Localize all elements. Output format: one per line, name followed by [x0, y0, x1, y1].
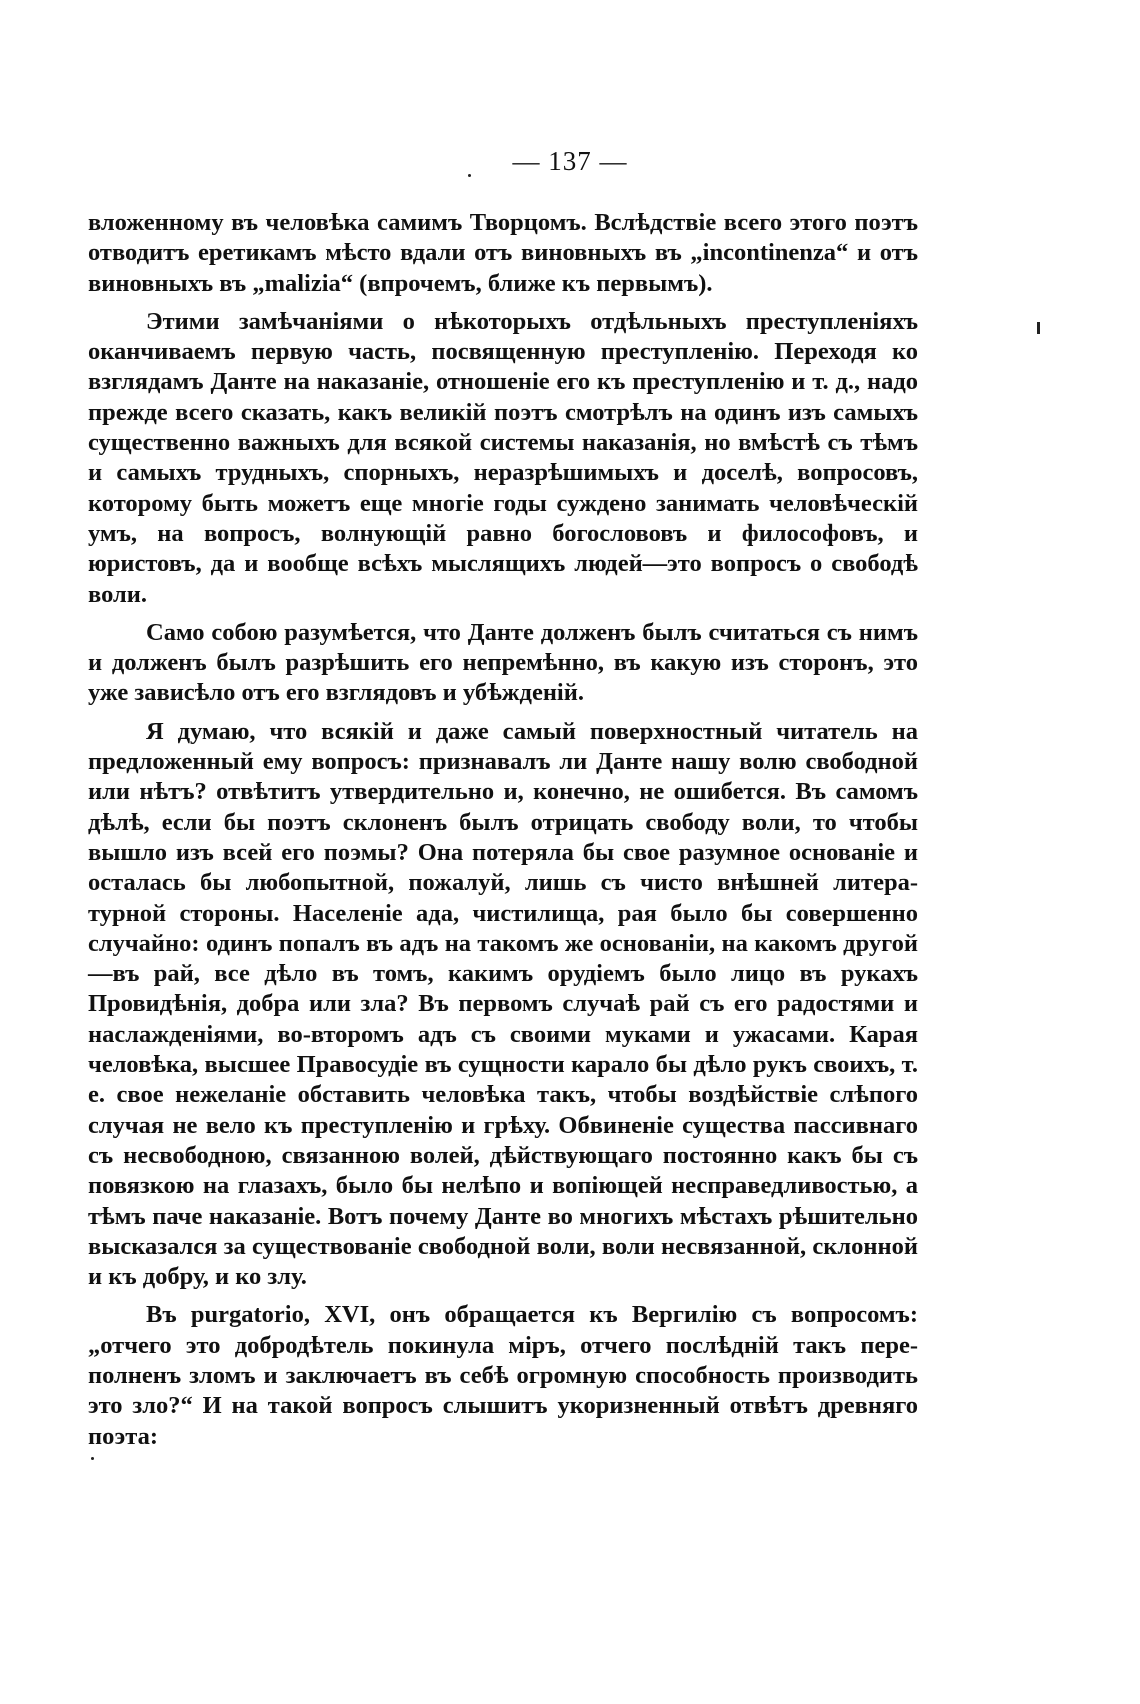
- body-text: [88, 208, 918, 1452]
- margin-mark: [1037, 322, 1040, 334]
- paragraph-dante-resolution: Само собою разумѣется, что Данте долженъ былъ считаться съ нимъ и долженъ былъ разрѣшить его непремѣнно, въ какую изъ сторонъ, это уже зависѣло отъ его взглядовъ и убѣжденій.: [88, 618, 918, 707]
- paragraph-reader-answer: Я думаю, что всякій и даже самый поверхностный читатель на предложенный ему вопросъ: признавалъ ли Данте нашу волю свободной или нѣтъ? отвѣтитъ утвердительно и, конечно, не ошибется. Въ самомъ дѣлѣ, если бы поэтъ склоненъ былъ отрицать свободу воли, то чтобы вышло изъ всей его поэмы? Она потеряла бы свое разумное основаніе и осталась бы любопытной, пожалуй, лишь съ чисто внѣшней литературной стороны. Населеніе ада, чистилища, рая было бы совершенно случайно: одинъ попалъ въ адъ на такомъ же основаніи, на какомъ другой—въ рай, все дѣло въ томъ, какимъ орудіемъ было лицо въ рукахъ Провидѣнія, добра или зла? Въ первомъ случаѣ рай съ его радостями и наслажденіями, во-второмъ адъ съ своими муками и ужасами. Карая человѣка, высшее Правосудіе въ сущности карало бы дѣло рукъ своихъ, т. е. свое нежеланіе обставить человѣка такъ, чтобы воздѣйствіе слѣпого случая не вело къ преступленію и грѣху. Обвиненіе существа пассивнаго съ несвободною, связанною волей, дѣйствующаго постоянно какъ бы съ повязкою на глазахъ, было бы нелѣпо и вопіющей несправедливостью, а тѣмъ паче наказаніе. Вотъ почему Данте во многихъ мѣстахъ рѣшительно высказался за существованіе свободной воли, воли несвязанной, склонной и къ добру, и ко злу.: [88, 717, 918, 1291]
- print-speck: [468, 174, 471, 177]
- paragraph-purgatorio: Въ purgatorio, XVI, онъ обращается къ Вергилію съ вопросомъ: „отчего это добродѣтель покинула міръ, отчего послѣдній такъ переполненъ зломъ и заключаетъ въ себѣ огромную способность производить это зло?“ И на такой вопросъ слышитъ укоризненный отвѣтъ древняго поэта:: [88, 1301, 918, 1450]
- paragraph-continuation: вложенному въ человѣка самимъ Творцомъ. Вслѣдствіе всего этого поэтъ отводитъ еретикамъ мѣсто вдали отъ виновныхъ въ „incontinenza“ и отъ виновныхъ въ „malizia“ (впрочемъ, ближе къ первымъ).: [88, 209, 918, 297]
- paragraph-free-will-intro: Этими замѣчаніями о нѣкоторыхъ отдѣльныхъ преступленіяхъ оканчиваемъ первую часть, посвященную преступленію. Переходя ко взглядамъ Данте на наказаніе, отношеніе его къ преступленію и т. д., надо прежде всего сказать, какъ великій поэтъ смотрѣлъ на одинъ изъ самыхъ существенно важныхъ для всякой системы наказанія, но вмѣстѣ съ тѣмъ и самыхъ трудныхъ, спорныхъ, неразрѣшимыхъ и доселѣ, вопросовъ, которому быть можетъ еще многіе годы суждено занимать человѣческій умъ, на вопросъ, волнующій равно богослововъ и философовъ, и юристовъ, да и вообще всѣхъ мыслящихъ людей—это вопросъ о свободѣ воли.: [88, 307, 918, 608]
- print-speck: [91, 1457, 94, 1460]
- page-number: — 137 —: [512, 146, 628, 176]
